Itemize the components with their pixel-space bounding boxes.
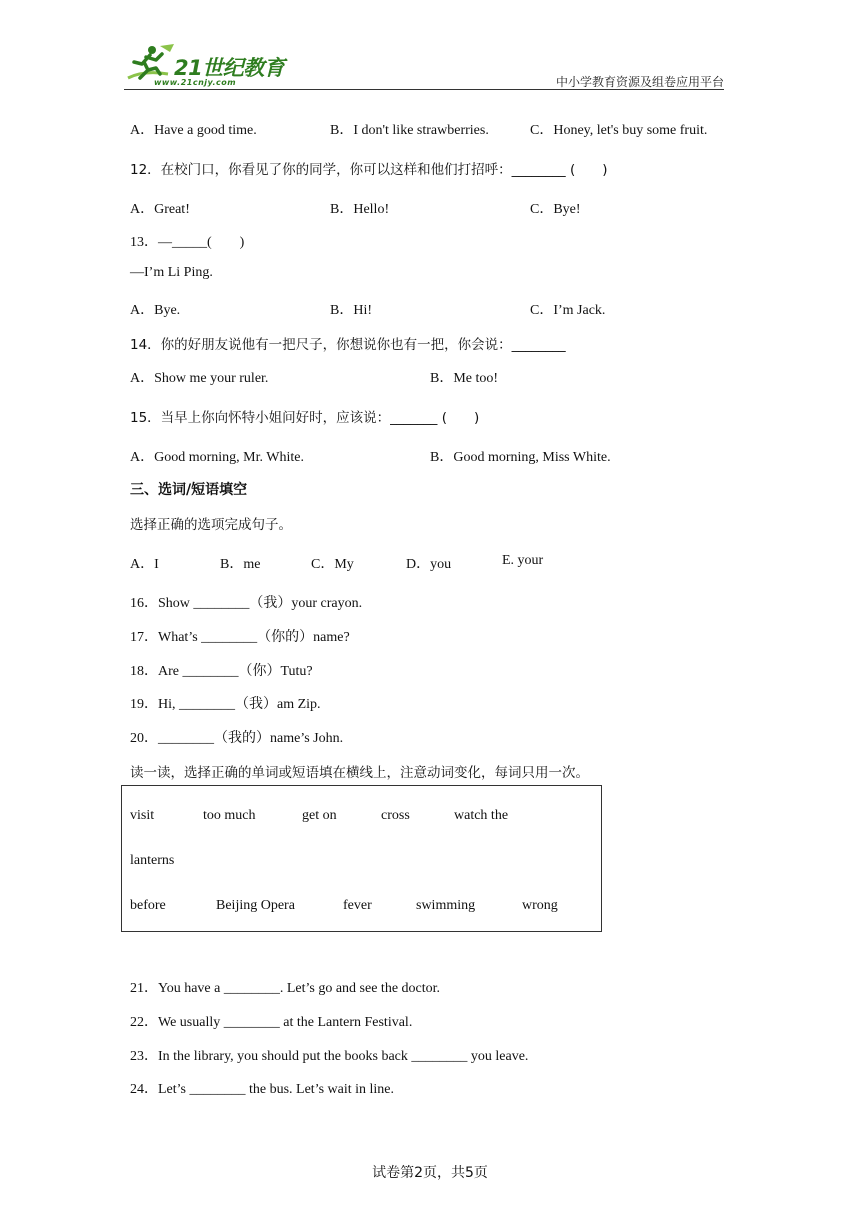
word-bank-item: wrong [522,898,558,913]
logo-text: 21世纪教育 [174,56,285,80]
word-bank-item: before [130,898,166,913]
q14-option-b: B．Me too! [430,371,499,386]
q13-option-a: A．Bye. [130,303,181,318]
header-platform-text: 中小学教育资源及组卷应用平台 [555,75,724,89]
page-footer: 试卷第2页，共5页 [372,1165,488,1181]
word-bank-item: lanterns [130,853,175,868]
word-bank-item: too much [203,808,256,823]
q15-option-b: B．Good morning, Miss White. [430,450,611,465]
q11-option-c: C．Honey, let's buy some fruit. [530,123,708,138]
choice-b: B．me [220,557,261,572]
question-20: 20．________（我的）name’s John. [130,731,344,746]
question-19: 19．Hi, ________（我）am Zip. [130,697,321,712]
choice-d: D．you [406,557,452,572]
question-23: 23．In the library, you should put the books back ________ you leave. [130,1049,529,1064]
word-bank-item: swimming [416,898,476,913]
q11-option-b: B．I don't like strawberries. [330,123,489,138]
question-16: 16．Show ________（我）your crayon. [130,596,363,611]
choice-a: A．I [130,557,159,572]
q12-option-a: A．Great! [130,202,190,217]
question-21: 21．You have a ________. Let’s go and see the doctor. [130,981,441,996]
question-22: 22．We usually ________ at the Lantern Festival. [130,1015,413,1030]
q14-stem: 14．你的好朋友说他有一把尺子，你想说你也有一把，你会说：________ [130,337,566,353]
word-bank-item: Beijing Opera [216,898,295,913]
word-bank-item: visit [130,808,155,823]
q12-stem: 12．在校门口，你看见了你的同学，你可以这样和他们打招呼：________ ( ) [130,162,608,178]
q12-option-b: B．Hello! [330,202,390,217]
part2-instruction: 读一读，选择正确的单词或短语填在横线上，注意动词变化，每词只用一次。 [130,765,589,781]
word-bank-item: get on [302,808,337,823]
word-bank-item: fever [343,898,372,913]
q12-option-c: C．Bye! [530,202,581,217]
section-title: 三、选词/短语填空 [130,482,248,498]
q13-option-c: C．I’m Jack. [530,303,606,318]
choice-e: E. your [502,553,544,568]
question-18: 18．Are ________（你）Tutu? [130,664,313,679]
q14-option-a: A．Show me your ruler. [130,371,269,386]
question-24: 24．Let’s ________ the bus. Let’s wait in line. [130,1082,395,1097]
logo [124,44,294,92]
q11-option-a: A．Have a good time. [130,123,257,138]
q13-stem: 13．—_____( ) [130,235,245,250]
header-divider [124,89,724,90]
logo-url: www.21cnjy.com [154,78,237,87]
choice-c: C．My [311,557,354,572]
q13-option-b: B．Hi! [330,303,372,318]
question-17: 17．What’s ________（你的）name? [130,630,350,645]
word-bank-item: watch the [454,808,509,823]
q15-option-a: A．Good morning, Mr. White. [130,450,304,465]
section-instruction: 选择正确的选项完成句子。 [130,517,292,533]
word-bank-item: cross [381,808,410,823]
q15-stem: 15．当早上你向怀特小姐问好时，应该说：_______ ( ) [130,410,480,426]
q13-reply: —I’m Li Ping. [130,265,213,280]
